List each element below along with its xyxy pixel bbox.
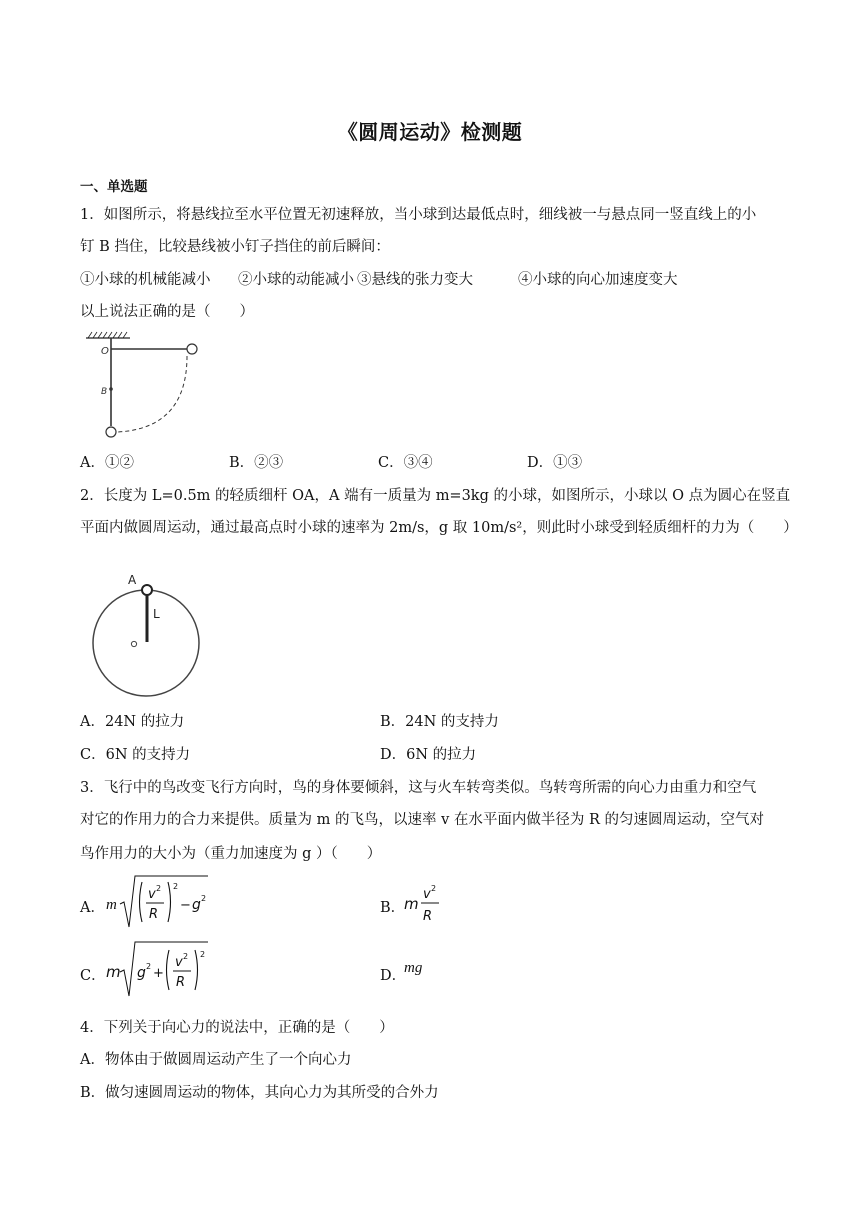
svg-text:R: R (149, 907, 159, 922)
q3-option-c-letter: C． (80, 968, 106, 984)
svg-text:g: g (137, 965, 146, 981)
svg-text:2: 2 (173, 882, 179, 891)
q2-line-2: 平面内做圆周运动，通过最高点时小球的速率为 2m/s，g 取 10m/s²，则此时小球受到轻质细杆的力为（ ） (80, 520, 798, 536)
q1-fig-label-o: O (101, 346, 109, 357)
q3-option-a-formula (102, 872, 212, 934)
q1-statement-3: ③悬线的张力变大 (357, 272, 473, 288)
q1-fig-label-b: B (101, 387, 108, 397)
q3-option-d-letter: D． (380, 968, 407, 984)
q3-line-3: 鸟作用力的大小为（重力加速度为 g ）（ ） (80, 846, 382, 862)
q4-option-b: B．做匀速圆周运动的物体，其向心力为其所受的合外力 (80, 1085, 439, 1101)
svg-text:m: m (106, 963, 121, 981)
svg-text:v: v (423, 887, 431, 902)
q3-option-a-letter: A． (80, 900, 105, 916)
q1-option-c: C．③④ (378, 455, 433, 471)
svg-text:R: R (176, 975, 186, 990)
q1-option-a: A．①② (80, 455, 134, 471)
svg-text:+: + (153, 966, 164, 981)
q1-option-d: D．①③ (527, 455, 583, 471)
q4-option-a: A．物体由于做圆周运动产生了一个向心力 (80, 1052, 352, 1068)
svg-text:v: v (175, 955, 183, 970)
svg-text:−: − (180, 898, 191, 913)
svg-text:m: m (106, 897, 117, 913)
q2-option-d: D．6N 的拉力 (380, 747, 477, 763)
q2-option-c: C．6N 的支持力 (80, 747, 191, 763)
q3-option-d-formula: mg (404, 960, 423, 976)
svg-text:v: v (148, 887, 156, 902)
svg-text:R: R (423, 909, 433, 924)
q3-option-c-formula (102, 938, 212, 1002)
q2-fig-label-a: A (128, 573, 137, 587)
q1-line-2: 钉 B 挡住，比较悬线被小钉子挡住的前后瞬间： (80, 239, 390, 255)
svg-text:2: 2 (183, 952, 189, 961)
q2-circle-figure (86, 568, 206, 700)
svg-text:2: 2 (431, 884, 437, 893)
svg-text:2: 2 (146, 962, 152, 971)
q1-pendulum-figure (80, 328, 220, 443)
svg-text:2: 2 (201, 894, 207, 903)
svg-text:g: g (192, 897, 201, 913)
svg-text:m: m (404, 895, 419, 913)
svg-text:2: 2 (200, 950, 206, 959)
q2-fig-label-l: L (153, 607, 160, 621)
section-heading: 一、单选题 (80, 179, 148, 195)
q3-option-b-formula (402, 880, 452, 930)
q1-prompt: 以上说法正确的是（ ） (80, 304, 254, 320)
q1-statement-1: ①小球的机械能减小 (80, 272, 211, 288)
q1-line-1: 1．如图所示，将悬线拉至水平位置无初速释放，当小球到达最低点时，细线被一与悬点同一竖直线上的小 (80, 207, 757, 223)
svg-text:2: 2 (156, 884, 162, 893)
q3-line-2: 对它的作用力的合力来提供。质量为 m 的飞鸟，以速率 v 在水平面内做半径为 R 的匀速圆周运动，空气对 (80, 812, 765, 828)
q1-option-b: B．②③ (229, 455, 284, 471)
q4-line-1: 4．下列关于向心力的说法中，正确的是（ ） (80, 1020, 394, 1036)
q1-statement-4: ④小球的向心加速度变大 (518, 272, 678, 288)
q1-statement-2: ②小球的动能减小 (238, 272, 354, 288)
q3-line-1: 3．飞行中的鸟改变飞行方向时，鸟的身体要倾斜，这与火车转弯类似。鸟转弯所需的向心力由重力和空气 (80, 780, 757, 796)
q2-option-b: B．24N 的支持力 (380, 714, 499, 730)
q2-line-1: 2．长度为 L=0.5m 的轻质细杆 OA，A 端有一质量为 m=3kg 的小球，如图所示，小球以 O 点为圆心在竖直 (80, 488, 791, 504)
page-title: 《圆周运动》检测题 (337, 120, 523, 144)
q3-option-b-letter: B． (380, 900, 406, 916)
q2-option-a: A．24N 的拉力 (80, 714, 185, 730)
